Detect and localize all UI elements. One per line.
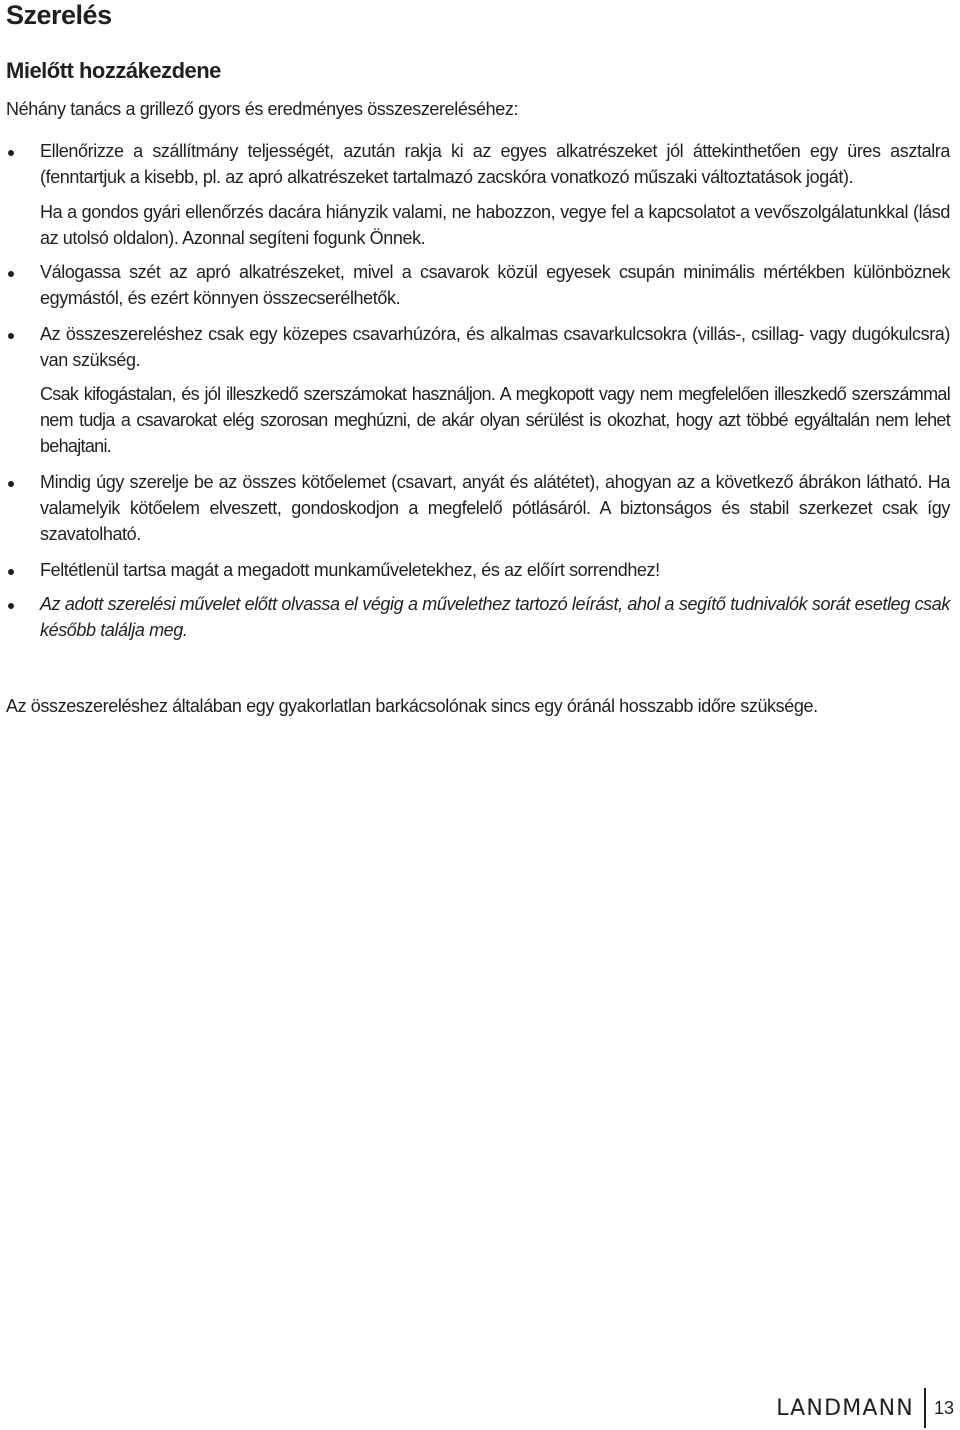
list-item-continuation: Csak kifogástalan, és jól illeszkedő szerszámokat használjon. A megkopott vagy nem megfelelően illeszkedő szerszámmal nem tudja a csavarokat elég szorosan meghúzni, de akár olyan sérülést is okozhat, hogy azt többé egyáltalán nem lehet behajtani. [40, 384, 950, 456]
list-item: Az összeszereléshez csak egy közepes csavarhúzóra, és alkalmas csavarkulcsokra (villás-, csillag- vagy dugókulcsra) van szükség. [40, 324, 950, 370]
list-item: Ellenőrizze a szállítmány teljességét, azután rakja ki az egyes alkatrészeket jól áttekinthetően egy üres asztalra (fenntartjuk a kisebb, pl. az apró alkatrészeket tartalmazó zacskóra vonatkozó műszaki változtatások jogát). [40, 141, 950, 187]
bullet-icon [8, 481, 14, 487]
bullet-icon [8, 569, 14, 575]
section-heading: Mielőtt hozzákezdene [6, 58, 221, 83]
intro-text: Néhány tanács a grillező gyors és eredményes összeszereléséhez: [6, 99, 519, 119]
bullet-icon [8, 271, 14, 277]
list-item: Mindig úgy szerelje be az összes kötőelemet (csavart, anyát és alátétet), ahogyan az a következő ábrákon látható. Ha valamelyik kötőelem elveszett, gondoskodjon a megfelelő pótlásáról. A biztonságos és stabil szerkezet csak így szavatolható. [40, 472, 950, 544]
page-number: 13 [933, 1397, 954, 1418]
footer-divider [924, 1388, 926, 1428]
page-title: Szerelés [6, 0, 112, 30]
closing-text: Az összeszereléshez általában egy gyakorlatlan barkácsolónak sincs egy óránál hosszabb időre szüksége. [6, 696, 818, 716]
list-item: Az adott szerelési művelet előtt olvassa el végig a művelethez tartozó leírást, ahol a segítő tudnivalók sorát esetleg csak később találja meg. [40, 594, 950, 640]
list-item-continuation: Ha a gondos gyári ellenőrzés dacára hiányzik valami, ne habozzon, vegye fel a kapcsolatot a vevőszolgálatunkkal (lásd az utolsó oldalon). Azonnal segíteni fogunk Önnek. [40, 202, 950, 248]
list-item: Feltétlenül tartsa magát a megadott munkaműveletekhez, és az előírt sorrendhez! [40, 560, 660, 580]
bullet-icon [8, 333, 14, 339]
bullet-icon [8, 150, 14, 156]
brand-logo: LANDMANN [776, 1395, 914, 1421]
bullet-icon [8, 603, 14, 609]
list-item: Válogassa szét az apró alkatrészeket, mivel a csavarok közül egyesek csupán minimális mértékben különböznek egymástól, és ezért könnyen összecserélhetők. [40, 262, 950, 308]
footer [776, 1388, 954, 1428]
